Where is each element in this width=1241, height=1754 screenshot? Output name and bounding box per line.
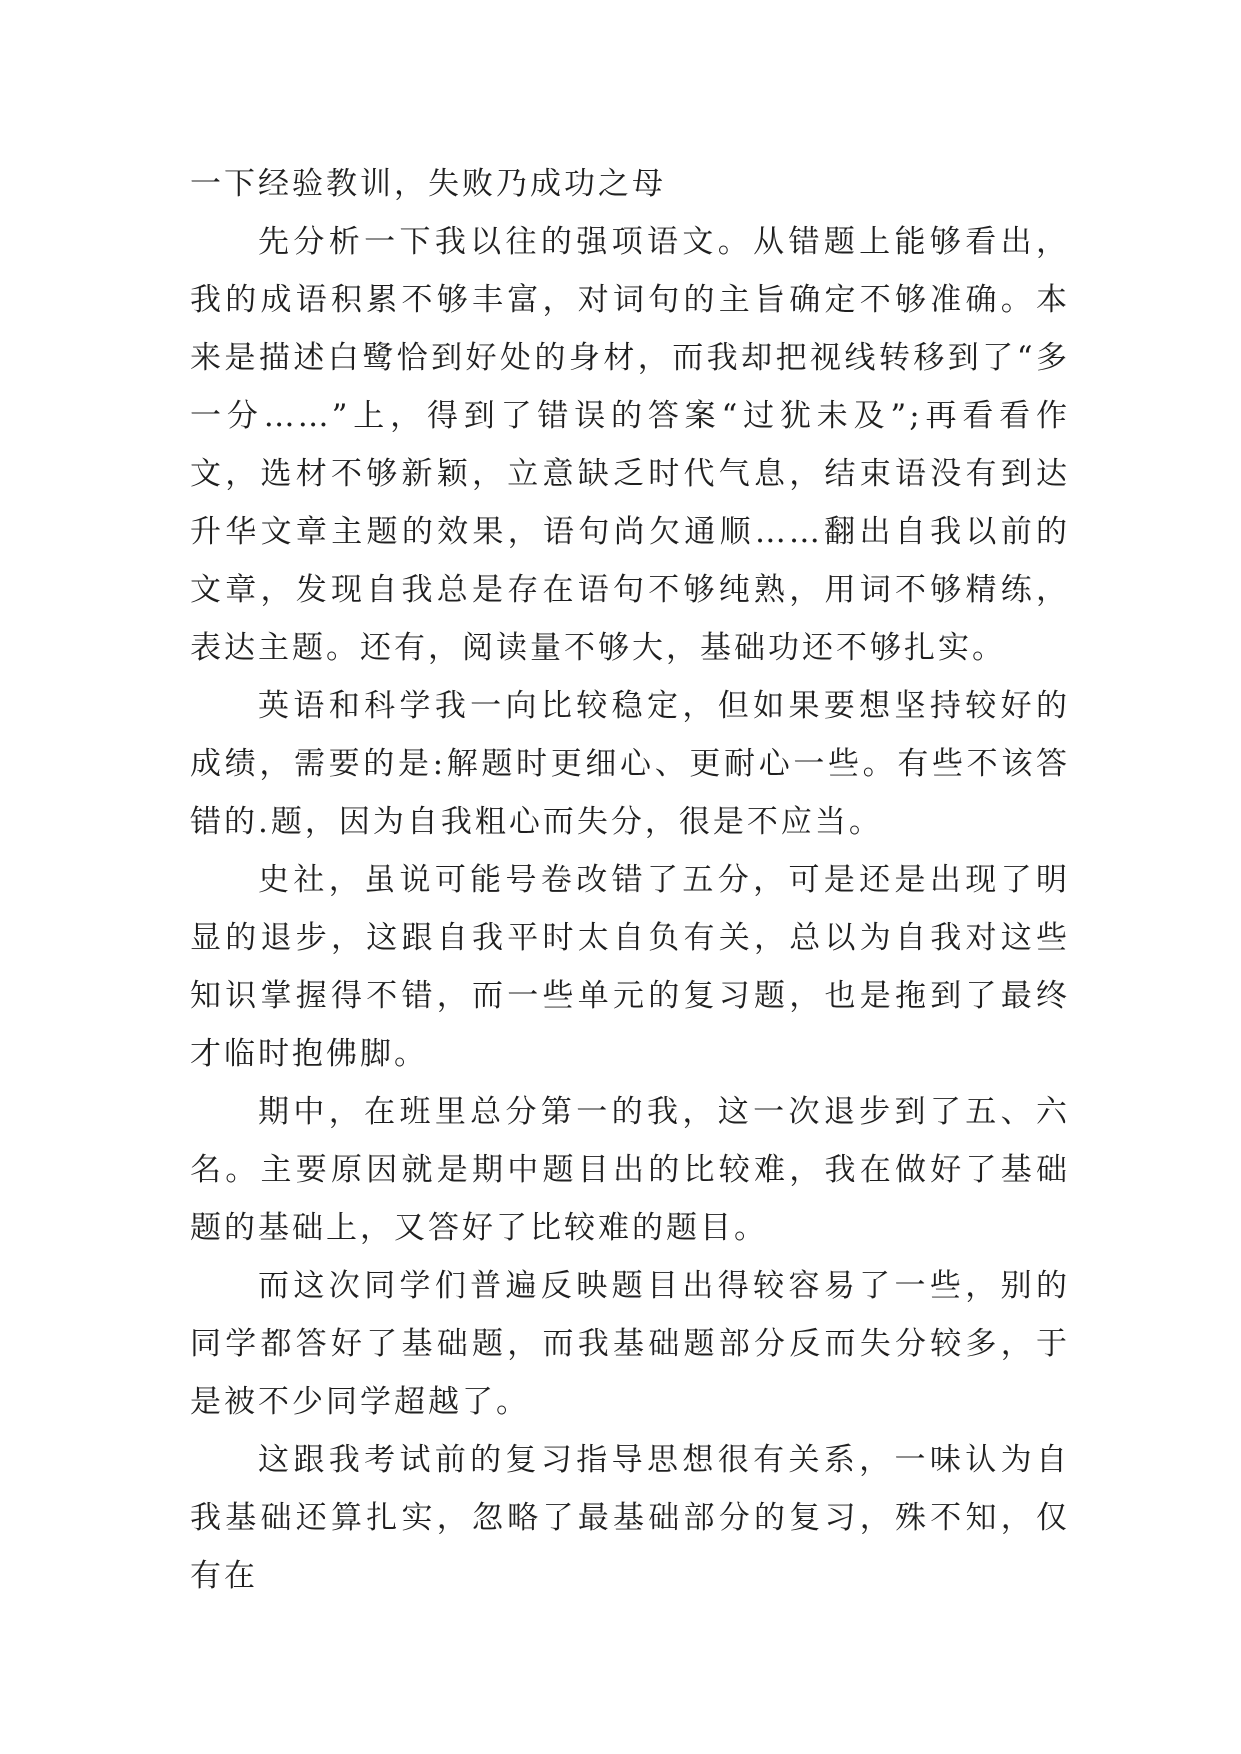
document-body xyxy=(190,155,1070,1605)
paragraph-history-society: 史社，虽说可能号卷改错了五分，可是还是出现了明显的退步，这跟自我平时太自负有关，总以为自我对这些知识掌握得不错，而一些单元的复习题，也是拖到了最终才临时抱佛脚。 xyxy=(190,862,1070,1072)
paragraph-midterm-ranking: 期中，在班里总分第一的我，这一次退步到了五、六名。主要原因就是期中题目出的比较难，我在做好了基础题的基础上，又答好了比较难的题目。 xyxy=(190,1094,1070,1246)
paragraph-review-strategy: 这跟我考试前的复习指导思想很有关系，一味认为自我基础还算扎实，忽略了最基础部分的复习，殊不知，仅有在 xyxy=(190,1442,1070,1594)
paragraph-classmates: 而这次同学们普遍反映题目出得较容易了一些，别的同学都答好了基础题，而我基础题部分反而失分较多，于是被不少同学超越了。 xyxy=(190,1268,1070,1420)
paragraph-chinese-analysis: 先分析一下我以往的强项语文。从错题上能够看出，我的成语积累不够丰富，对词句的主旨确定不够准确。本来是描述白鹭恰到好处的身材，而我却把视线转移到了“多一分……”上，得到了错误的答案“过犹未及”;再看看作文，选材不够新颖，立意缺乏时代气息，结束语没有到达升华文章主题的效果，语句尚欠通顺……翻出自我以前的文章，发现自我总是存在语句不够纯熟，用词不够精练，表达主题。还有，阅读量不够大，基础功还不够扎实。 xyxy=(190,224,1070,666)
paragraph-english-science: 英语和科学我一向比较稳定，但如果要想坚持较好的成绩，需要的是:解题时更细心、更耐心一些。有些不该答错的.题，因为自我粗心而失分，很是不应当。 xyxy=(190,688,1070,840)
paragraph-continuation: 一下经验教训，失败乃成功之母 xyxy=(190,166,666,202)
